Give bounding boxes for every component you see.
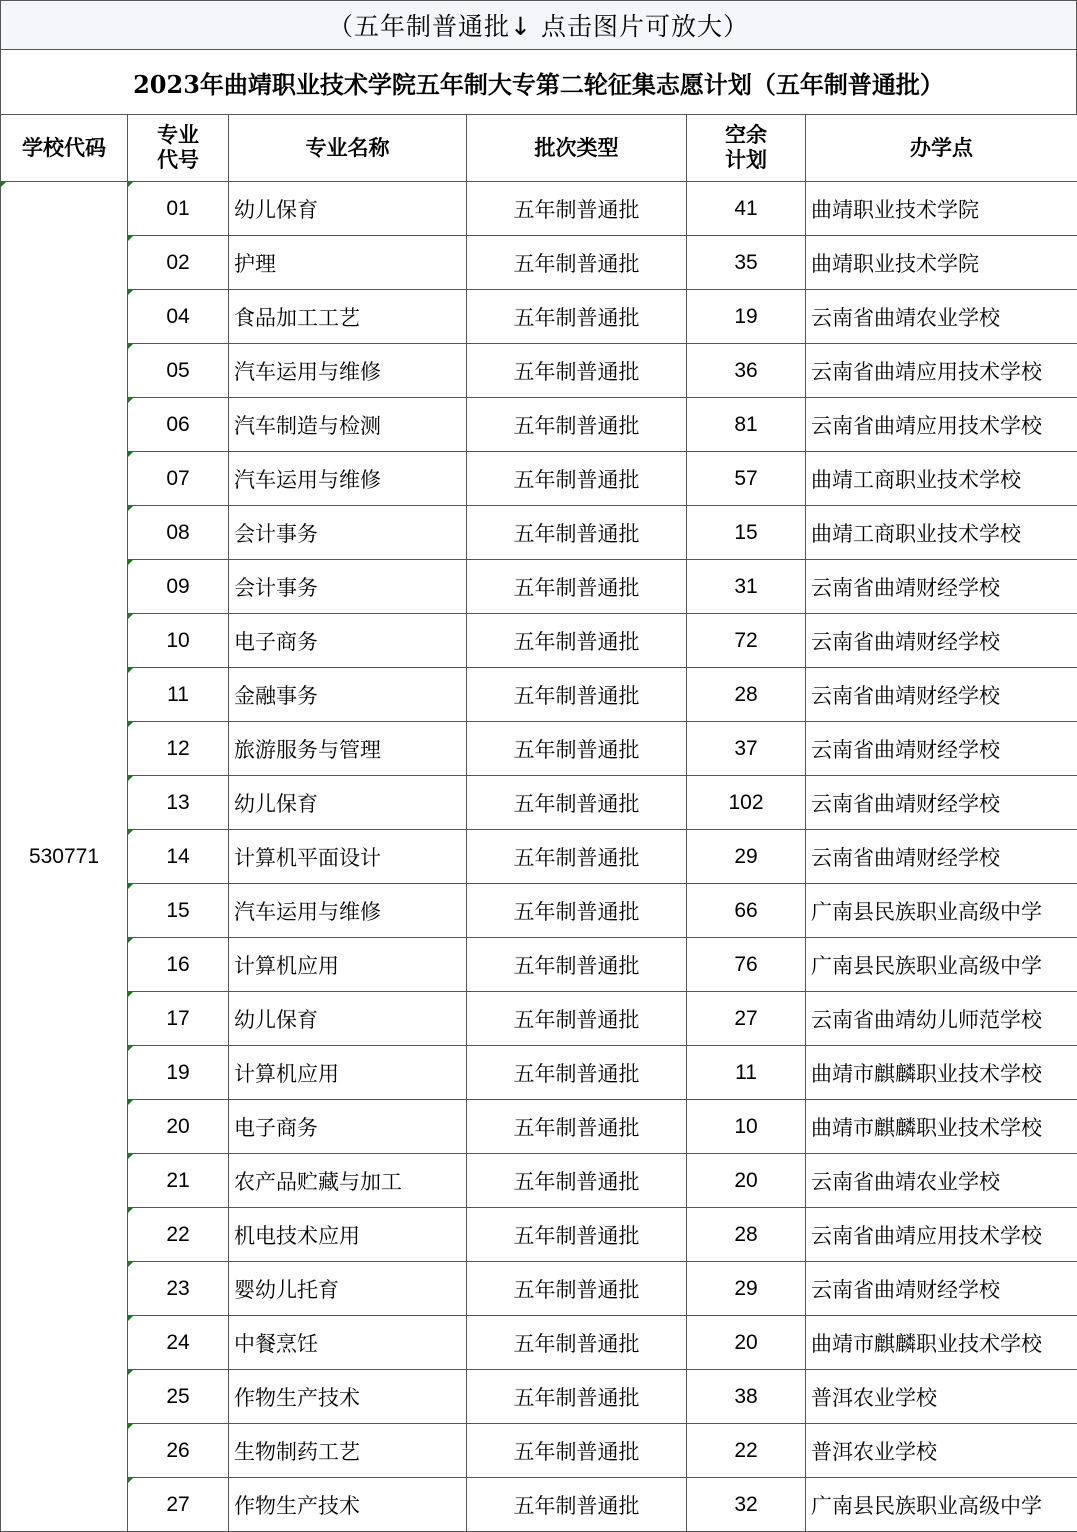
vacancy-cell: 32 bbox=[687, 1478, 806, 1532]
site-cell: 曲靖工商职业技术学校 bbox=[806, 452, 1077, 506]
site-cell: 曲靖职业技术学院 bbox=[806, 236, 1077, 290]
table-body bbox=[1, 182, 1077, 1532]
batch-type-cell: 五年制普通批 bbox=[467, 830, 687, 884]
major-name-cell: 作物生产技术 bbox=[229, 1478, 467, 1532]
batch-type-cell: 五年制普通批 bbox=[467, 1046, 687, 1100]
table-row bbox=[1, 830, 1077, 884]
header-school-code: 学校代码 bbox=[1, 115, 128, 182]
site-cell: 云南省曲靖财经学校 bbox=[806, 722, 1077, 776]
batch-type-cell: 五年制普通批 bbox=[467, 506, 687, 560]
site-cell: 曲靖市麒麟职业技术学校 bbox=[806, 1100, 1077, 1154]
header-vacancy-line1: 空余 bbox=[725, 123, 767, 147]
table-header-row bbox=[1, 115, 1077, 182]
batch-type-cell: 五年制普通批 bbox=[467, 1370, 687, 1424]
site-cell: 广南县民族职业高级中学 bbox=[806, 1478, 1077, 1532]
major-name-cell: 婴幼儿托育 bbox=[229, 1262, 467, 1316]
batch-type-cell: 五年制普通批 bbox=[467, 290, 687, 344]
vacancy-cell: 20 bbox=[687, 1154, 806, 1208]
table-row bbox=[1, 1262, 1077, 1316]
table-row bbox=[1, 560, 1077, 614]
batch-type-cell: 五年制普通批 bbox=[467, 992, 687, 1046]
zoom-hint: （五年制普通批↓ 点击图片可放大） bbox=[0, 0, 1077, 49]
site-cell: 广南县民族职业高级中学 bbox=[806, 884, 1077, 938]
header-major-name: 专业名称 bbox=[229, 115, 467, 182]
vacancy-cell: 102 bbox=[687, 776, 806, 830]
batch-type-cell: 五年制普通批 bbox=[467, 1208, 687, 1262]
vacancy-cell: 10 bbox=[687, 1100, 806, 1154]
vacancy-cell: 22 bbox=[687, 1424, 806, 1478]
site-cell: 云南省曲靖幼儿师范学校 bbox=[806, 992, 1077, 1046]
major-name-cell: 食品加工工艺 bbox=[229, 290, 467, 344]
vacancy-cell: 37 bbox=[687, 722, 806, 776]
batch-type-cell: 五年制普通批 bbox=[467, 1478, 687, 1532]
header-major-code bbox=[128, 115, 229, 182]
batch-type-cell: 五年制普通批 bbox=[467, 614, 687, 668]
vacancy-cell: 57 bbox=[687, 452, 806, 506]
table-row bbox=[1, 992, 1077, 1046]
vacancy-cell: 27 bbox=[687, 992, 806, 1046]
site-cell: 云南省曲靖财经学校 bbox=[806, 1262, 1077, 1316]
major-code-cell: 05 bbox=[128, 344, 229, 398]
site-cell: 云南省曲靖财经学校 bbox=[806, 560, 1077, 614]
table-row bbox=[1, 1370, 1077, 1424]
document-title: 2023年曲靖职业技术学院五年制大专第二轮征集志愿计划（五年制普通批） bbox=[0, 49, 1077, 115]
vacancy-cell: 76 bbox=[687, 938, 806, 992]
major-name-cell: 会计事务 bbox=[229, 506, 467, 560]
table-row bbox=[1, 1316, 1077, 1370]
major-name-cell: 生物制药工艺 bbox=[229, 1424, 467, 1478]
major-name-cell: 电子商务 bbox=[229, 1100, 467, 1154]
vacancy-cell: 38 bbox=[687, 1370, 806, 1424]
school-code-cell: 530771 bbox=[1, 182, 128, 1532]
major-name-cell: 计算机应用 bbox=[229, 938, 467, 992]
table-row bbox=[1, 668, 1077, 722]
batch-type-cell: 五年制普通批 bbox=[467, 1424, 687, 1478]
vacancy-cell: 11 bbox=[687, 1046, 806, 1100]
site-cell: 云南省曲靖应用技术学校 bbox=[806, 398, 1077, 452]
site-cell: 云南省曲靖财经学校 bbox=[806, 830, 1077, 884]
major-code-cell: 26 bbox=[128, 1424, 229, 1478]
major-code-cell: 20 bbox=[128, 1100, 229, 1154]
vacancy-cell: 72 bbox=[687, 614, 806, 668]
major-code-cell: 08 bbox=[128, 506, 229, 560]
header-batch-type: 批次类型 bbox=[467, 115, 687, 182]
batch-type-cell: 五年制普通批 bbox=[467, 452, 687, 506]
table-row bbox=[1, 1208, 1077, 1262]
vacancy-cell: 19 bbox=[687, 290, 806, 344]
site-cell: 云南省曲靖财经学校 bbox=[806, 668, 1077, 722]
vacancy-cell: 20 bbox=[687, 1316, 806, 1370]
major-code-cell: 21 bbox=[128, 1154, 229, 1208]
major-code-cell: 11 bbox=[128, 668, 229, 722]
table-row bbox=[1, 614, 1077, 668]
plan-table bbox=[0, 114, 1077, 1532]
major-code-cell: 01 bbox=[128, 182, 229, 236]
major-name-cell: 汽车运用与维修 bbox=[229, 884, 467, 938]
table-row bbox=[1, 290, 1077, 344]
major-name-cell: 农产品贮藏与加工 bbox=[229, 1154, 467, 1208]
vacancy-cell: 31 bbox=[687, 560, 806, 614]
batch-type-cell: 五年制普通批 bbox=[467, 668, 687, 722]
major-code-cell: 04 bbox=[128, 290, 229, 344]
batch-type-cell: 五年制普通批 bbox=[467, 1100, 687, 1154]
batch-type-cell: 五年制普通批 bbox=[467, 398, 687, 452]
site-cell: 普洱农业学校 bbox=[806, 1424, 1077, 1478]
major-name-cell: 中餐烹饪 bbox=[229, 1316, 467, 1370]
table-row bbox=[1, 884, 1077, 938]
site-cell: 广南县民族职业高级中学 bbox=[806, 938, 1077, 992]
vacancy-cell: 36 bbox=[687, 344, 806, 398]
header-vacancy bbox=[687, 115, 806, 182]
header-site: 办学点 bbox=[806, 115, 1077, 182]
table-row bbox=[1, 1478, 1077, 1532]
batch-type-cell: 五年制普通批 bbox=[467, 1154, 687, 1208]
major-name-cell: 幼儿保育 bbox=[229, 776, 467, 830]
table-row bbox=[1, 344, 1077, 398]
batch-type-cell: 五年制普通批 bbox=[467, 236, 687, 290]
major-code-cell: 13 bbox=[128, 776, 229, 830]
major-code-cell: 15 bbox=[128, 884, 229, 938]
major-name-cell: 金融事务 bbox=[229, 668, 467, 722]
site-cell: 云南省曲靖农业学校 bbox=[806, 290, 1077, 344]
major-name-cell: 护理 bbox=[229, 236, 467, 290]
major-code-cell: 10 bbox=[128, 614, 229, 668]
table-row bbox=[1, 398, 1077, 452]
table-row bbox=[1, 182, 1077, 236]
major-name-cell: 机电技术应用 bbox=[229, 1208, 467, 1262]
major-code-cell: 07 bbox=[128, 452, 229, 506]
vacancy-cell: 15 bbox=[687, 506, 806, 560]
table-row bbox=[1, 452, 1077, 506]
vacancy-cell: 28 bbox=[687, 668, 806, 722]
site-cell: 曲靖职业技术学院 bbox=[806, 182, 1077, 236]
major-code-cell: 22 bbox=[128, 1208, 229, 1262]
major-name-cell: 会计事务 bbox=[229, 560, 467, 614]
major-name-cell: 汽车运用与维修 bbox=[229, 344, 467, 398]
vacancy-cell: 66 bbox=[687, 884, 806, 938]
header-vacancy-line2: 计划 bbox=[725, 148, 767, 172]
batch-type-cell: 五年制普通批 bbox=[467, 1316, 687, 1370]
site-cell: 云南省曲靖应用技术学校 bbox=[806, 1208, 1077, 1262]
major-name-cell: 汽车制造与检测 bbox=[229, 398, 467, 452]
batch-type-cell: 五年制普通批 bbox=[467, 722, 687, 776]
vacancy-cell: 81 bbox=[687, 398, 806, 452]
site-cell: 云南省曲靖应用技术学校 bbox=[806, 344, 1077, 398]
table-row bbox=[1, 722, 1077, 776]
batch-type-cell: 五年制普通批 bbox=[467, 776, 687, 830]
site-cell: 云南省曲靖农业学校 bbox=[806, 1154, 1077, 1208]
major-code-cell: 27 bbox=[128, 1478, 229, 1532]
site-cell: 曲靖市麒麟职业技术学校 bbox=[806, 1316, 1077, 1370]
site-cell: 普洱农业学校 bbox=[806, 1370, 1077, 1424]
vacancy-cell: 28 bbox=[687, 1208, 806, 1262]
vacancy-cell: 35 bbox=[687, 236, 806, 290]
major-code-cell: 14 bbox=[128, 830, 229, 884]
table-row bbox=[1, 1100, 1077, 1154]
vacancy-cell: 41 bbox=[687, 182, 806, 236]
header-major-code-line1: 专业 bbox=[157, 123, 199, 147]
major-code-cell: 17 bbox=[128, 992, 229, 1046]
major-name-cell: 作物生产技术 bbox=[229, 1370, 467, 1424]
site-cell: 云南省曲靖财经学校 bbox=[806, 776, 1077, 830]
major-name-cell: 电子商务 bbox=[229, 614, 467, 668]
major-code-cell: 12 bbox=[128, 722, 229, 776]
table-row bbox=[1, 1424, 1077, 1478]
batch-type-cell: 五年制普通批 bbox=[467, 344, 687, 398]
site-cell: 曲靖市麒麟职业技术学校 bbox=[806, 1046, 1077, 1100]
batch-type-cell: 五年制普通批 bbox=[467, 182, 687, 236]
major-name-cell: 幼儿保育 bbox=[229, 992, 467, 1046]
site-cell: 云南省曲靖财经学校 bbox=[806, 614, 1077, 668]
table-row bbox=[1, 506, 1077, 560]
vacancy-cell: 29 bbox=[687, 1262, 806, 1316]
major-code-cell: 09 bbox=[128, 560, 229, 614]
major-code-cell: 06 bbox=[128, 398, 229, 452]
table-row bbox=[1, 236, 1077, 290]
table-row bbox=[1, 1046, 1077, 1100]
header-major-code-line2: 代号 bbox=[157, 148, 199, 172]
batch-type-cell: 五年制普通批 bbox=[467, 884, 687, 938]
vacancy-cell: 29 bbox=[687, 830, 806, 884]
batch-type-cell: 五年制普通批 bbox=[467, 1262, 687, 1316]
major-code-cell: 19 bbox=[128, 1046, 229, 1100]
major-name-cell: 旅游服务与管理 bbox=[229, 722, 467, 776]
major-code-cell: 16 bbox=[128, 938, 229, 992]
major-name-cell: 计算机平面设计 bbox=[229, 830, 467, 884]
table-row bbox=[1, 1154, 1077, 1208]
table-row bbox=[1, 776, 1077, 830]
major-code-cell: 02 bbox=[128, 236, 229, 290]
major-code-cell: 23 bbox=[128, 1262, 229, 1316]
table-row bbox=[1, 938, 1077, 992]
batch-type-cell: 五年制普通批 bbox=[467, 938, 687, 992]
major-name-cell: 幼儿保育 bbox=[229, 182, 467, 236]
site-cell: 曲靖工商职业技术学校 bbox=[806, 506, 1077, 560]
batch-type-cell: 五年制普通批 bbox=[467, 560, 687, 614]
major-code-cell: 24 bbox=[128, 1316, 229, 1370]
major-name-cell: 汽车运用与维修 bbox=[229, 452, 467, 506]
major-name-cell: 计算机应用 bbox=[229, 1046, 467, 1100]
major-code-cell: 25 bbox=[128, 1370, 229, 1424]
